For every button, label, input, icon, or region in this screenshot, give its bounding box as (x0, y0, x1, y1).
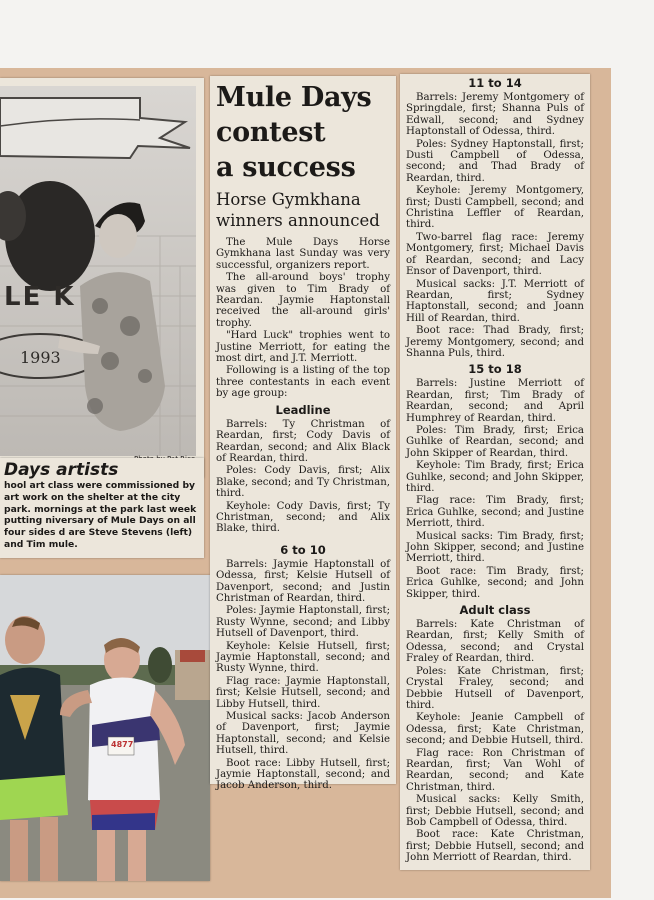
mural-photo-image (0, 86, 196, 456)
caption-title: Days artists (4, 460, 119, 480)
intro-paragraph: Following is a listing of the top three contestants in each event by age group: (216, 365, 390, 400)
section-heading-adult-class: Adult class (459, 603, 531, 618)
result-item: Poles: Kate Christman, first; Crystal Fraley, second; and Debbie Hutsell of Davenport, third. (406, 665, 584, 711)
headline (216, 80, 390, 185)
result-item: Boot race: Libby Hutsell, first; Jaymie Haptonstall, second; and Jacob Anderson, third. (216, 757, 390, 792)
result-item: Keyhole: Jeremy Montgomery, first; Dusti Campbell, second; and Christina Leffler of Reardan, third. (406, 185, 584, 231)
article-column-1 (210, 76, 396, 792)
caption-text: hool art class were commissioned by art work on the shelter at the city park. mornings at the park last week putting niversary of Mule Days on all four sides d are Steve Stevens (left) and Tim mule. (4, 480, 197, 550)
subhead (216, 189, 390, 231)
result-item: Poles: Sydney Haptonstall, first; Dusti Campbell of Odessa, second; and Thad Brady of Reardan, third. (406, 138, 584, 184)
article-column-2 (400, 74, 590, 870)
result-item: Flag race: Tim Brady, first; Erica Guhlke, second; and Justine Merriott, third. (406, 495, 584, 530)
result-item: Barrels: Justine Merriott of Reardan, first; Tim Brady of Reardan, second; and April Humphrey of Reardan, third. (406, 378, 584, 424)
intro-paragraph: "Hard Luck" trophies went to Justine Merriott, for eating the most dirt, and J.T. Merriott. (216, 330, 390, 365)
sign-text: LE K (4, 282, 76, 312)
result-item: Boot race: Thad Brady, first; Jeremy Montgomery, second; and Shanna Puls, third. (406, 325, 584, 359)
top-photo-clipping (0, 78, 204, 478)
race-bib-number: 4877 (111, 740, 134, 749)
result-item: Musical sacks: J.T. Merriott of Reardan, first; Sydney Haptonstall, second; and Joann Hill of Reardan, third. (406, 278, 584, 324)
result-item: Musical sacks: Tim Brady, first; John Skipper, second; and Justine Merriott, third. (406, 530, 584, 565)
bottom-photo-clipping (0, 575, 210, 881)
result-item: Barrels: Ty Christman of Reardan, first; Cody Davis of Reardan, second; and Alix Black of Reardan, third. (216, 418, 390, 464)
result-item: Keyhole: Tim Brady, first; Erica Guhlke, second; and John Skipper, third. (406, 460, 584, 494)
result-item: Keyhole: Jeanie Campbell of Odessa, first; Kate Christman, second; and Debbie Hutsell, third. (406, 712, 584, 747)
result-item: Flag race: Jaymie Haptonstall, first; Kelsie Hutsell, second; and Libby Hutsell, third. (216, 675, 390, 710)
section-heading-leadline: Leadline (275, 402, 331, 417)
intro-paragraph: The all-around boys' trophy was given to Tim Brady of Reardan. Jaymie Haptonstall received the all-around girls' trophy. (216, 272, 390, 329)
headline-line-1: Mule Days (216, 82, 372, 113)
runners-photo-image (0, 575, 210, 881)
result-item: Boot race: Tim Brady, first; Erica Guhlke, second; and John Skipper, third. (406, 565, 584, 600)
headline-line-2: contest (216, 117, 326, 148)
intro-paragraph: The Mule Days Horse Gymkhana last Sunday was very successful, organizers report. (216, 237, 390, 271)
subhead-line-1: Horse Gymkhana (216, 190, 361, 209)
section-heading-6-to-10: 6 to 10 (280, 542, 326, 557)
result-item: Poles: Jaymie Haptonstall, first; Rusty Wynne, second; and Libby Hutsell of Davenport, third. (216, 605, 390, 640)
result-item: Flag race: Ron Christman of Reardan, first; Van Wohl of Reardan, second; and Kate Christman, third. (406, 747, 584, 793)
result-item: Barrels: Jeremy Montgomery of Springdale, first; Shanna Puls of Edwall, second; and Sydney Haptonstall of Odessa, third. (406, 92, 584, 138)
headline-line-3: a success (216, 152, 356, 183)
result-item: Poles: Tim Brady, first; Erica Guhlke of Reardan, second; and John Skipper of Reardan, third. (406, 424, 584, 459)
result-item: Two-barrel flag race: Jeremy Montgomery, first; Michael Davis of Reardan, second; and Lacy Ensor of Davenport, third. (406, 231, 584, 278)
result-item: Barrels: Jaymie Haptonstall of Odessa, first; Kelsie Hutsell of Davenport, second; and Justin Christman of Reardan, third. (216, 558, 390, 604)
result-item: Keyhole: Kelsie Hutsell, first; Jaymie Haptonstall, second; and Rusty Wynne, third. (216, 640, 390, 675)
result-item: Keyhole: Cody Davis, first; Ty Christman, second; and Alix Blake, third. (216, 500, 390, 535)
sign-year: 1993 (20, 348, 61, 367)
section-heading-15-to-18: 15 to 18 (468, 362, 522, 377)
result-item: Boot race: Kate Christman, first; Debbie Hutsell, second; and John Merriott of Reardan, third. (406, 829, 584, 864)
result-item: Poles: Cody Davis, first; Alix Blake, second; and Ty Christman, third. (216, 465, 390, 500)
result-item: Musical sacks: Kelly Smith, first; Debbie Hutsell, second; and Bob Campbell of Odessa, third. (406, 794, 584, 828)
photo-caption-clipping (0, 458, 204, 558)
result-item: Barrels: Kate Christman of Reardan, first; Kelly Smith of Odessa, second; and Crystal Fraley of Reardan, third. (406, 619, 584, 665)
subhead-line-2: winners announced (216, 211, 380, 230)
section-heading-11-to-14: 11 to 14 (468, 76, 522, 90)
result-item: Musical sacks: Jacob Anderson of Davenport, first; Jaymie Haptonstall, second; and Kelsie Hutsell, third. (216, 711, 390, 757)
